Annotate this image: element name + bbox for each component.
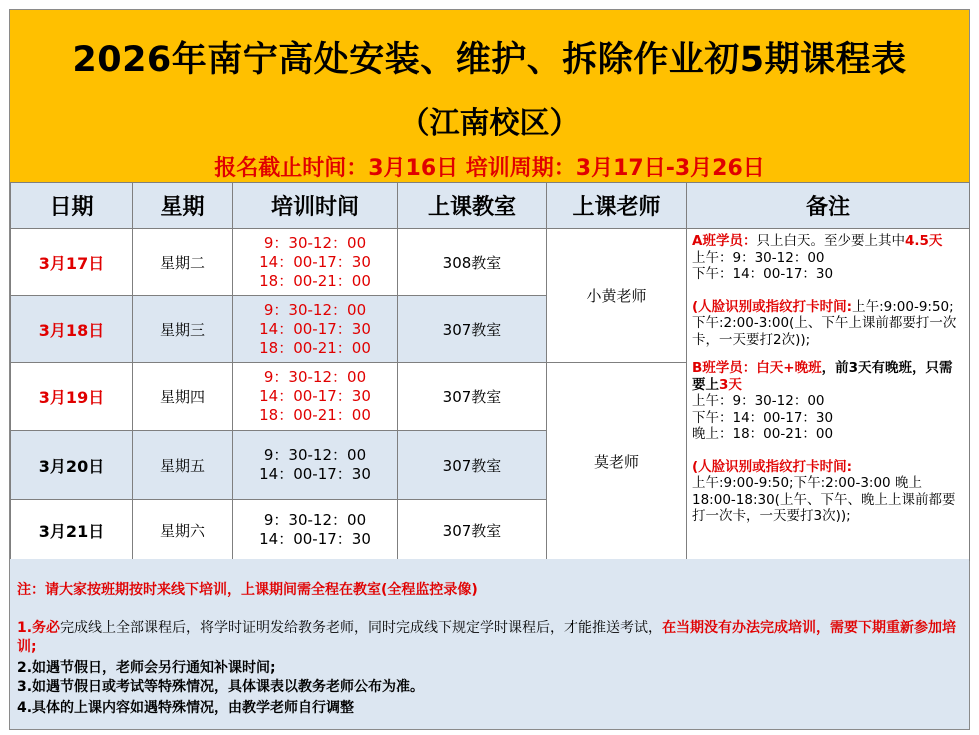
time-cell (233, 363, 398, 431)
title-banner (10, 10, 969, 183)
notes-heading: 注：请大家按班期按时来线下培训，上课期间需全程在教室(全程监控录像) (17, 582, 478, 598)
remarks-cell (687, 229, 970, 561)
time-slot: 14：00-17：30 (259, 319, 371, 338)
header-date: 日期 (11, 183, 133, 229)
header-weekday: 星期 (133, 183, 233, 229)
weekday-cell: 星期四 (133, 363, 233, 431)
class-b-morning: 上午：9：30-12：00 (692, 393, 825, 409)
class-a-remark: A班学员：只上白天。至少要上其中4.5天 (692, 233, 943, 249)
time-slot: 14：00-17：30 (259, 252, 371, 271)
weekday-cell: 星期二 (133, 229, 233, 296)
time-slot: 14：00-17：30 (259, 530, 371, 548)
time-slot: 9：30-12：00 (263, 511, 367, 529)
room-cell: 307教室 (398, 431, 547, 500)
date-cell: 3月21日 (11, 500, 133, 561)
note-4: 4.具体的上课内容如遇特殊情况，由教学老师自行调整 (17, 700, 355, 716)
course-table (10, 182, 970, 561)
class-b-evening: 晚上：18：00-21：00 (692, 426, 834, 442)
class-b-remark: B班学员：白天+晚班，前3天有晚班，只需要上3天 (692, 360, 953, 393)
notes-section (10, 559, 969, 729)
teacher-cell: 莫老师 (547, 363, 687, 561)
time-slot: 14：00-17：30 (259, 465, 371, 483)
room-cell: 307教室 (398, 296, 547, 363)
header-teacher: 上课老师 (547, 183, 687, 229)
time-slot: 18：00-21：00 (259, 406, 371, 424)
note-3: 3.如遇节假日或考试等特殊情况，具体课表以教务老师公布为准。 (17, 679, 425, 695)
time-cell (233, 431, 398, 500)
time-slot: 9：30-12：00 (263, 300, 367, 319)
time-slot: 9：30-12：00 (263, 368, 367, 386)
page-title: 2026年南宁高处安装、维护、拆除作业初5期课程表 (72, 40, 907, 80)
time-slot: 18：00-21：00 (259, 338, 371, 357)
table-header-row (11, 183, 970, 229)
class-a-morning: 上午：9：30-12：00 (692, 249, 825, 266)
class-a-punch: (人脸识别或指纹打卡时间:上午:9:00-9:50;下午:2:00-3:00(上、下午上课前都要打一次卡，一天要打2次)); (692, 298, 957, 348)
date-cell: 3月20日 (11, 431, 133, 500)
time-cell (233, 500, 398, 561)
note-2: 2.如遇节假日，老师会另行通知补课时间; (17, 660, 276, 676)
table-row (11, 229, 970, 296)
weekday-cell: 星期五 (133, 431, 233, 500)
weekday-cell: 星期六 (133, 500, 233, 561)
class-b-punch: (人脸识别或指纹打卡时间: 上午:9:00-9:50;下午:2:00-3:00 晚上18:00-18:30(上午、下午、晚上上课前都要打一次卡，一天要打3次)); (692, 458, 956, 524)
registration-deadline: 报名截止时间：3月16日 培训周期：3月17日-3月26日 (214, 156, 765, 181)
weekday-cell: 星期三 (133, 296, 233, 363)
header-room: 上课教室 (398, 183, 547, 229)
time-slot: 18：00-21：00 (259, 271, 371, 290)
teacher-cell: 小黄老师 (547, 229, 687, 363)
room-cell: 308教室 (398, 229, 547, 296)
room-cell: 307教室 (398, 500, 547, 561)
time-slot: 9：30-12：00 (263, 446, 367, 464)
room-cell: 307教室 (398, 363, 547, 431)
note-1: 1.务必完成线上全部课程后，将学时证明发给教务老师，同时完成线下规定学时课程后，才能推送考试，在当期没有办法完成培训，需要下期重新参加培训; (17, 620, 957, 655)
schedule-sheet (9, 9, 970, 730)
date-cell: 3月17日 (11, 229, 133, 296)
time-slot: 14：00-17：30 (259, 387, 371, 405)
header-remarks: 备注 (687, 183, 970, 229)
time-cell (233, 229, 398, 296)
class-a-afternoon: 下午：14：00-17：30 (692, 266, 834, 282)
time-cell (233, 296, 398, 363)
date-cell: 3月18日 (11, 296, 133, 363)
time-slot: 9：30-12：00 (263, 233, 367, 252)
class-b-afternoon: 下午：14：00-17：30 (692, 409, 834, 426)
header-time: 培训时间 (233, 183, 398, 229)
campus-subtitle: （江南校区） (399, 106, 580, 141)
date-cell: 3月19日 (11, 363, 133, 431)
